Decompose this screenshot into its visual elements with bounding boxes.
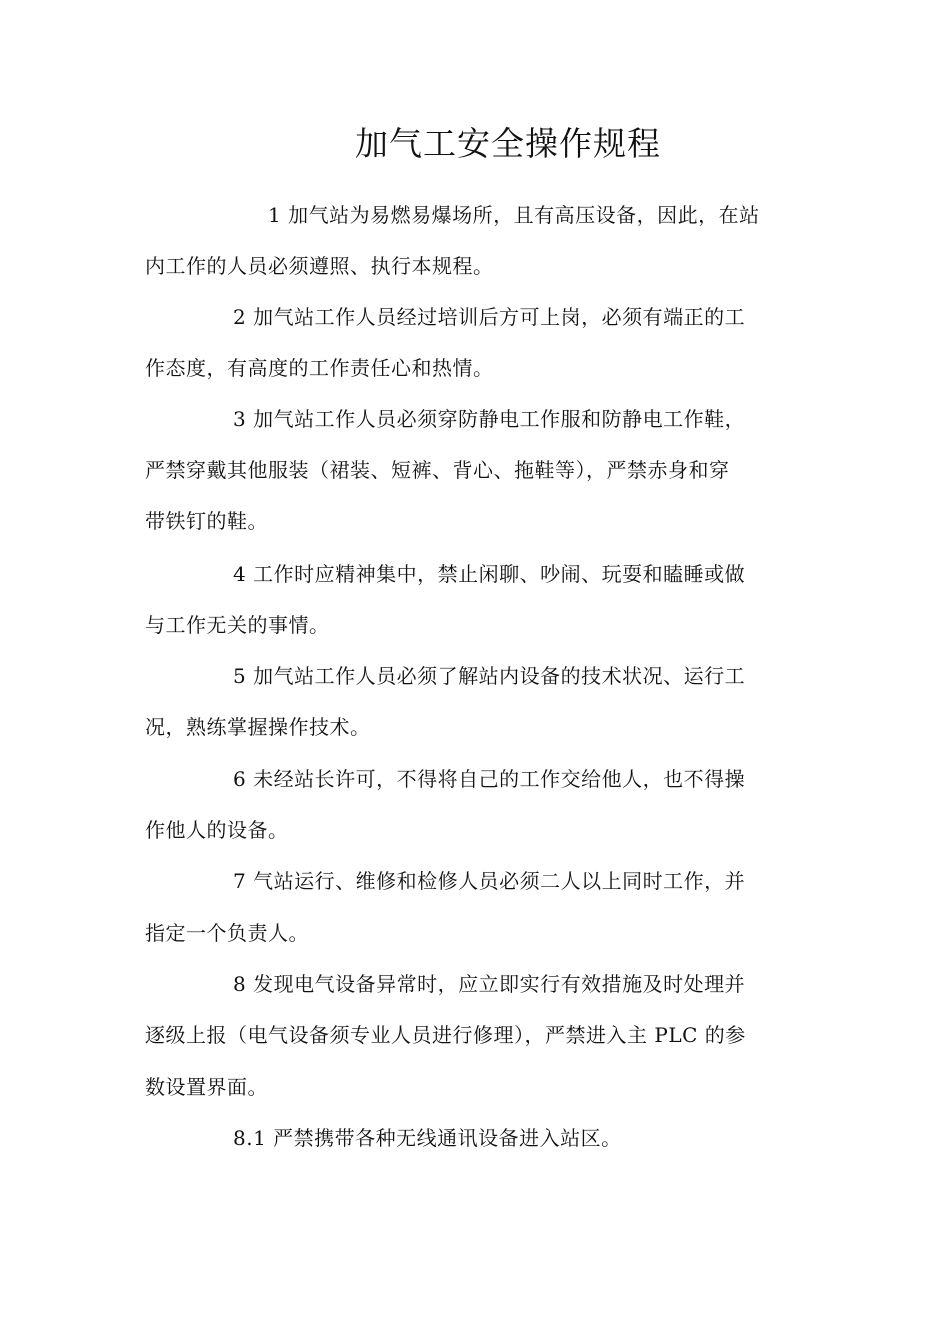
paragraph-3-line-2: 严禁穿戴其他服装（裙装、短裤、背心、拖鞋等），严禁赤身和穿 [145,458,730,482]
paragraph-6-line-2: 作他人的设备。 [145,818,289,842]
paragraph-5-line-2: 况，熟练掌握操作技术。 [145,715,371,739]
paragraph-3-line-3: 带铁钉的鞋。 [145,509,268,533]
paragraph-7-line-2: 指定一个负责人。 [145,921,309,945]
paragraph-8-line-2: 逐级上报（电气设备须专业人员进行修理），严禁进入主 PLC 的参 [145,1023,746,1047]
paragraph-6-line-1: 6 未经站长许可，不得将自己的工作交给他人，也不得操 [233,767,746,791]
paragraph-8-1-line-1: 8.1 严禁携带各种无线通讯设备进入站区。 [233,1126,622,1150]
paragraph-1-line-1: 1 加气站为易燃易爆场所，且有高压设备，因此，在站 [268,203,760,227]
paragraph-1-line-2: 内工作的人员必须遵照、执行本规程。 [145,254,494,278]
paragraph-8-line-3: 数设置界面。 [145,1075,268,1099]
paragraph-2-line-2: 作态度，有高度的工作责任心和热情。 [145,356,494,380]
paragraph-8-line-1: 8 发现电气设备异常时，应立即实行有效措施及时处理并 [233,972,746,996]
paragraph-4-line-1: 4 工作时应精神集中，禁止闲聊、吵闹、玩耍和瞌睡或做 [233,562,746,586]
paragraph-2-line-1: 2 加气站工作人员经过培训后方可上岗，必须有端正的工 [233,305,746,329]
paragraph-5-line-1: 5 加气站工作人员必须了解站内设备的技术状况、运行工 [233,664,746,688]
paragraph-3-line-1: 3 加气站工作人员必须穿防静电工作服和防静电工作鞋， [233,407,746,431]
paragraph-4-line-2: 与工作无关的事情。 [145,613,330,637]
paragraph-7-line-1: 7 气站运行、维修和检修人员必须二人以上同时工作，并 [233,869,746,893]
document-title: 加气工安全操作规程 [355,124,661,163]
